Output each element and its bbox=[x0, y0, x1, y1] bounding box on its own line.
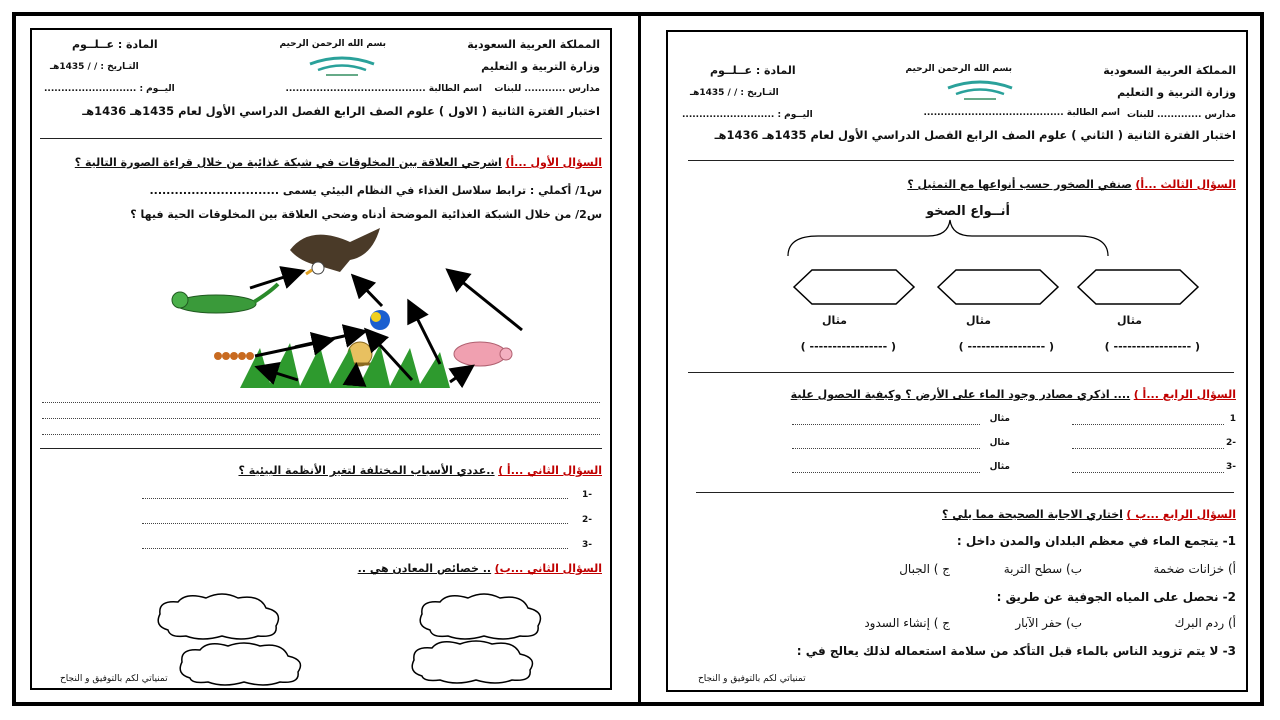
q4a-label: السؤال الرابع ...أ ) bbox=[1133, 388, 1236, 401]
basmala: بسم الله الرحمن الرحيم bbox=[279, 39, 386, 49]
q4b-question-2: 2- نحصل على المياه الجوفية عن طريق : bbox=[996, 590, 1236, 604]
q2a-heading bbox=[238, 464, 602, 477]
q4b-q2-option-b[interactable]: ب) حفر الآبار bbox=[1015, 616, 1082, 630]
student-name-label: اسم الطالبة ......................................... bbox=[923, 108, 1120, 118]
exam-title: اختبار الفترة الثانية ( الثاني ) علوم الصف الرابع الفصل الدراسي الأول لعام 1435هـ 1436هـ bbox=[714, 128, 1236, 142]
q1-s2: س2/ من خلال الشبكة الغذائية الموضحة أدناه وضحي العلاقة بين المخلوقات الحية فيها ؟ bbox=[130, 208, 602, 221]
q2a-line-3[interactable] bbox=[142, 548, 568, 549]
example-label-2: مثال bbox=[966, 314, 991, 327]
q4a-row-3-num: -3 bbox=[1225, 462, 1236, 472]
day-label: اليــوم : ........................... bbox=[682, 110, 813, 120]
example-blank-3[interactable]: ( ----------------- ) bbox=[1104, 340, 1200, 353]
cloud-shape-3[interactable] bbox=[172, 640, 312, 688]
q4a-row-2-source[interactable] bbox=[1072, 448, 1224, 449]
q1-s1: س1/ أكملي : ترابط سلاسل الغذاء في النظام البيئي يسمى ............................... bbox=[149, 184, 602, 197]
page-divider bbox=[638, 16, 641, 704]
bird-icon bbox=[370, 310, 390, 330]
q2a-text: ..عددي الأسباب المختلفة لتغير الأنظمة البيئية ؟ bbox=[238, 464, 495, 477]
q4a-text: .... اذكري مصادر وجود الماء على الأرض ؟ وكيفية الحصول علية bbox=[790, 388, 1131, 401]
food-web-image bbox=[150, 222, 540, 390]
q4a-row-2-num: -2 bbox=[1225, 438, 1236, 448]
eagle-icon bbox=[290, 228, 380, 274]
pig-icon bbox=[454, 342, 512, 366]
q4a-row-1-example-line[interactable] bbox=[792, 424, 980, 425]
q1-label: السؤال الأول ...أ) bbox=[505, 156, 602, 169]
footer-wish: تمنياتي لكم بالتوفيق و النجاح bbox=[698, 674, 806, 684]
kingdom-label: المملكة العربية السعودية bbox=[467, 38, 600, 51]
q4b-q1-option-a[interactable]: أ) خزانات ضخمة bbox=[1153, 562, 1236, 576]
q1-heading bbox=[75, 156, 602, 169]
rock-types-brace bbox=[778, 218, 1118, 258]
example-label-1: مثال bbox=[822, 314, 847, 327]
schools-label: مدارس ............. للبنات bbox=[1127, 110, 1236, 120]
q4b-q2-option-a[interactable]: أ) ردم البرك bbox=[1174, 616, 1236, 630]
q2b-text: .. خصائص المعادن هي .. bbox=[357, 562, 492, 575]
kingdom-label: المملكة العربية السعودية bbox=[1103, 64, 1236, 77]
exam-page-left bbox=[30, 28, 612, 690]
q4a-row-3-example-line[interactable] bbox=[792, 472, 980, 473]
caterpillar-icon bbox=[214, 352, 254, 360]
q2b-label: السؤال الثاني ...ب) bbox=[494, 562, 602, 575]
rock-hexagon-1[interactable] bbox=[792, 268, 916, 306]
q2a-line-2[interactable] bbox=[142, 523, 568, 524]
example-blank-1[interactable]: ( ----------------- ) bbox=[800, 340, 896, 353]
exam-page-right bbox=[666, 30, 1248, 692]
q2a-item-3: -3 bbox=[581, 540, 592, 550]
q4b-question-1: 1- يتجمع الماء في معظم البلدان والمدن داخل : bbox=[956, 534, 1236, 548]
date-label: التـاريخ : / / 1435هـ bbox=[50, 62, 139, 72]
q4a-row-3-example: مثال bbox=[989, 462, 1010, 472]
answer-line-3[interactable] bbox=[42, 434, 600, 435]
lizard-icon bbox=[172, 284, 278, 313]
day-label: اليــوم : ........................... bbox=[44, 84, 175, 94]
answer-line-1[interactable] bbox=[42, 402, 600, 403]
student-name-label: اسم الطالبة ......................................... bbox=[285, 84, 482, 94]
rock-hexagon-2[interactable] bbox=[936, 268, 1060, 306]
exam-title: اختبار الفترة الثانية ( الاول ) علوم الصف الرابع الفصل الدراسي الأول لعام 1435هـ 1436هـ bbox=[82, 104, 600, 118]
q1-text: اشرحي العلاقة بين المخلوقات في شبكة غذائية من خلال قراءة الصورة التالية ؟ bbox=[74, 156, 502, 169]
q2a-item-2: -2 bbox=[581, 515, 592, 525]
header-rule bbox=[40, 138, 602, 139]
answer-line-2[interactable] bbox=[42, 418, 600, 419]
q3-label: السؤال الثالث ...أ) bbox=[1135, 178, 1236, 191]
ministry-label: وزارة التربية و التعليم bbox=[481, 60, 600, 73]
q4b-q1-option-c[interactable]: ج ) الجبال bbox=[899, 562, 950, 576]
header-rule bbox=[688, 160, 1234, 161]
q4a-heading bbox=[791, 388, 1236, 401]
q2a-item-1: -1 bbox=[581, 490, 592, 500]
cloud-shape-2[interactable] bbox=[412, 590, 552, 642]
footer-wish: تمنياتي لكم بالتوفيق و النجاح bbox=[60, 674, 168, 684]
q4a-row-1-source[interactable] bbox=[1072, 424, 1224, 425]
rock-hexagon-3[interactable] bbox=[1076, 268, 1200, 306]
example-blank-2[interactable]: ( ----------------- ) bbox=[958, 340, 1054, 353]
ministry-logo bbox=[940, 76, 1020, 106]
q3-heading bbox=[907, 178, 1236, 191]
q4a-row-2-example: مثال bbox=[989, 438, 1010, 448]
cloud-shape-1[interactable] bbox=[150, 590, 290, 642]
q2a-line-1[interactable] bbox=[142, 498, 568, 499]
q4b-q1-option-b[interactable]: ب) سطح التربة bbox=[1003, 562, 1082, 576]
ministry-logo bbox=[302, 52, 382, 80]
section-rule-1 bbox=[688, 372, 1234, 373]
q4b-q2-option-c[interactable]: ج ) إنشاء السدود bbox=[864, 616, 950, 630]
subject-label: المادة : عــلــوم bbox=[710, 64, 796, 77]
section-rule-2 bbox=[696, 492, 1234, 493]
q2a-label: السؤال الثاني ...أ ) bbox=[498, 464, 602, 477]
q4a-row-1-example: مثال bbox=[989, 414, 1010, 424]
basmala: بسم الله الرحمن الرحيم bbox=[905, 64, 1012, 74]
q4b-text: اختاري الاجابة الصحيحة مما يلي ؟ bbox=[942, 508, 1123, 521]
section-rule-1 bbox=[40, 448, 602, 449]
q2b-heading bbox=[358, 562, 602, 575]
cloud-shape-4[interactable] bbox=[404, 638, 544, 686]
q4b-heading bbox=[942, 508, 1236, 521]
date-label: التـاريخ : / / 1435هـ bbox=[690, 88, 779, 98]
q4b-label: السؤال الرابع ...ب ) bbox=[1126, 508, 1236, 521]
rock-types-title: أنــواع الصخو bbox=[926, 204, 1010, 219]
q4a-row-2-example-line[interactable] bbox=[792, 448, 980, 449]
q4a-row-3-source[interactable] bbox=[1072, 472, 1224, 473]
q3-text: صنفي الصخور حسب أنواعها مع التمثيل ؟ bbox=[907, 178, 1132, 191]
q4a-row-1-num: 1 bbox=[1229, 414, 1236, 424]
example-label-3: مثال bbox=[1117, 314, 1142, 327]
schools-label: مدارس ............ للبنات bbox=[494, 84, 600, 94]
subject-label: المادة : عــلــوم bbox=[72, 38, 158, 51]
grass-icon bbox=[240, 343, 450, 388]
q4b-question-3: 3- لا يتم تزويد الناس بالماء قبل التأكد من سلامة استعماله لذلك يعالج في : bbox=[796, 644, 1236, 658]
ministry-label: وزارة التربية و التعليم bbox=[1117, 86, 1236, 99]
